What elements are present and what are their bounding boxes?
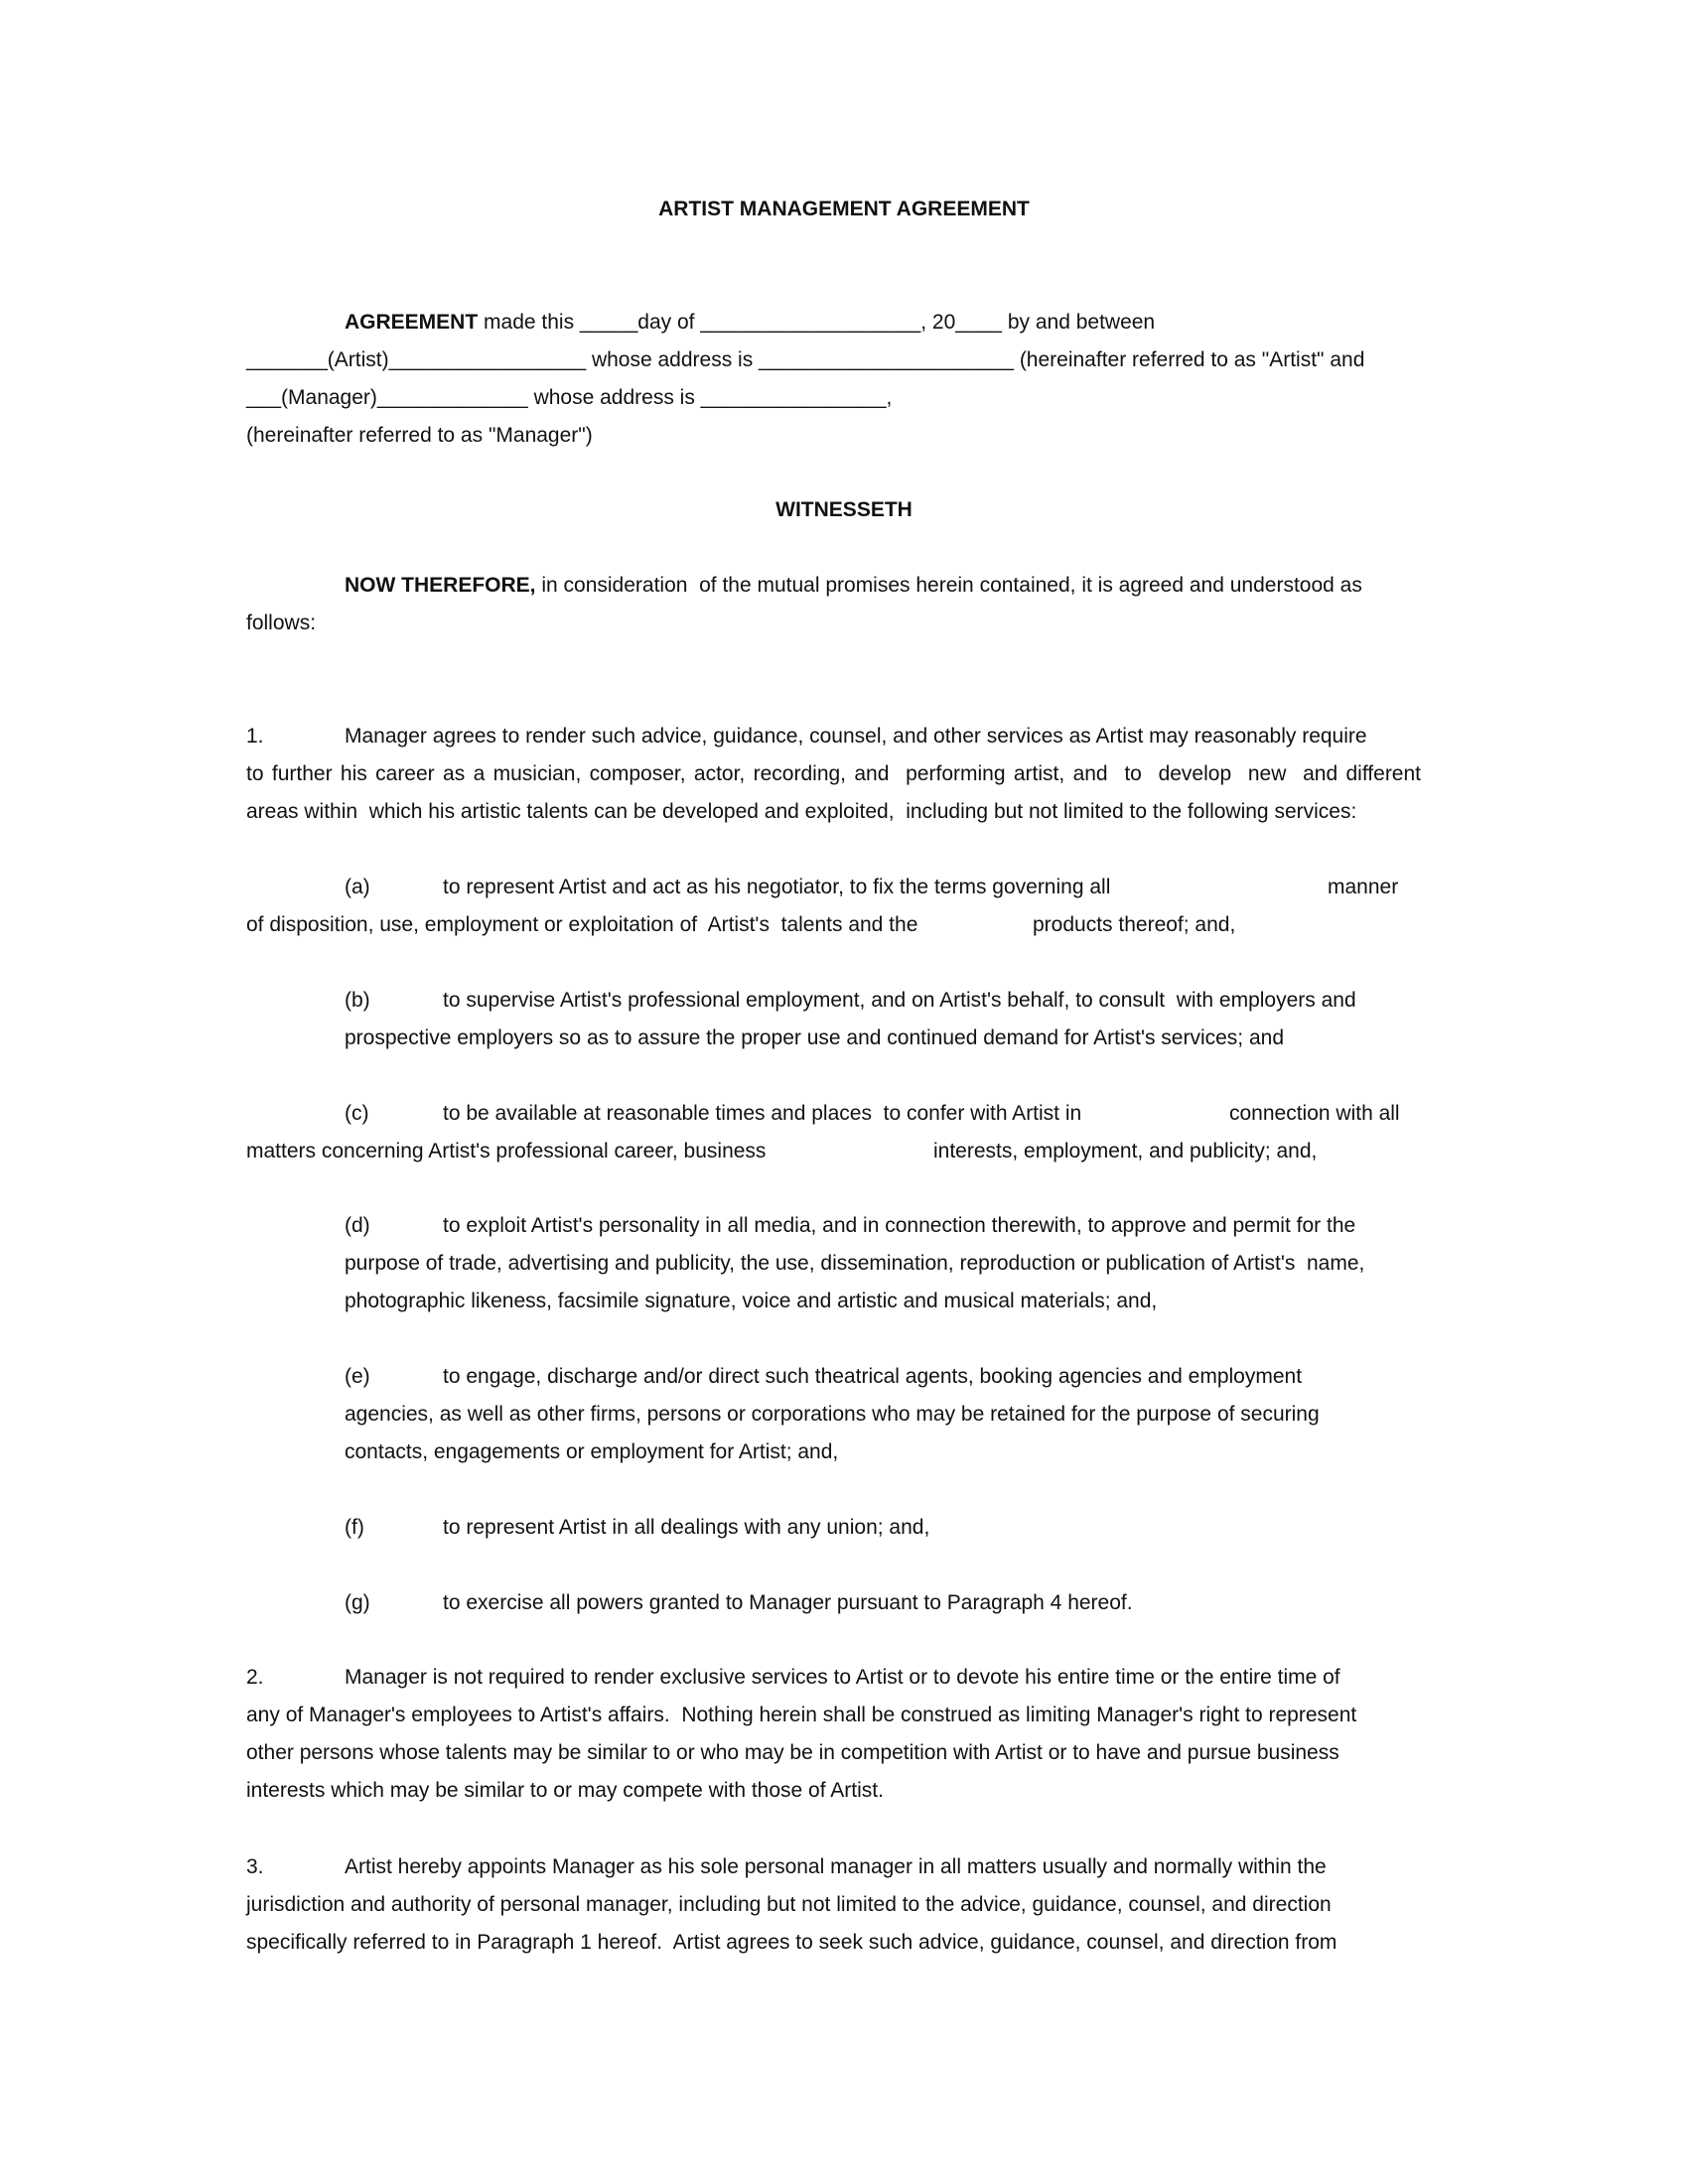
item-b-line-1: to supervise Artist's professional employment, and on Artist's behalf, to consult with employers and: [443, 989, 1356, 1012]
item-d-line-2: purpose of trade, advertising and publicity, the use, dissemination, reproduction or publication of Artist's name,: [345, 1252, 1365, 1275]
document-title: ARTIST MANAGEMENT AGREEMENT: [658, 198, 1030, 220]
item-c-line-2: matters concerning Artist's professional career, business: [246, 1140, 767, 1162]
item-b-label: (b): [345, 989, 370, 1012]
item-c-line-1: to be available at reasonable times and places to confer with Artist in: [443, 1102, 1082, 1125]
section-2-line-2: any of Manager's employees to Artist's affairs. Nothing herein shall be construed as limiting Manager's right to represent: [246, 1704, 1357, 1726]
preamble-bold-lead: AGREEMENT: [345, 311, 479, 334]
item-a-line-1-end: manner: [1328, 876, 1399, 898]
item-e-line-2: agencies, as well as other firms, persons or corporations who may be retained for the purpose of securing: [345, 1403, 1320, 1426]
section-1-line-1: Manager agrees to render such advice, guidance, counsel, and other services as Artist may reasonably require: [345, 725, 1367, 748]
item-c-line-2-end: interests, employment, and publicity; and,: [933, 1140, 1318, 1162]
preamble-line-4: (hereinafter referred to as "Manager"): [246, 424, 593, 447]
section-2-line-3: other persons whose talents may be similar to or who may be in competition with Artist or to have and pursue business: [246, 1741, 1339, 1764]
item-a-line-2-end: products thereof; and,: [1033, 913, 1236, 936]
item-g-label: (g): [345, 1591, 370, 1614]
section-1-number: 1.: [246, 725, 264, 748]
item-e-line-3: contacts, engagements or employment for Artist; and,: [345, 1440, 839, 1463]
now-therefore-line-1-text: in consideration of the mutual promises herein contained, it is agreed and understood as: [535, 574, 1362, 597]
now-therefore-line-1: [345, 573, 1362, 599]
witnesseth-heading: WITNESSETH: [775, 498, 913, 521]
section-1-line-3: areas within which his artistic talents can be developed and exploited, including but not limited to the following services:: [246, 800, 1357, 823]
now-therefore-bold-lead: NOW THEREFORE,: [345, 574, 536, 597]
item-b-line-2: prospective employers so as to assure the proper use and continued demand for Artist's services; and: [345, 1026, 1285, 1049]
preamble-line-2: _______(Artist)_________________ whose address is ______________________ (hereinafter referred to as "Artist" and: [246, 348, 1365, 371]
item-e-line-1: to engage, discharge and/or direct such theatrical agents, booking agencies and employment: [443, 1365, 1303, 1388]
section-3-number: 3.: [246, 1855, 264, 1878]
item-f-line-1: to represent Artist in all dealings with any union; and,: [443, 1516, 930, 1539]
item-d-line-1: to exploit Artist's personality in all media, and in connection therewith, to approve and permit for the: [443, 1214, 1356, 1237]
section-3-line-3: specifically referred to in Paragraph 1 hereof. Artist agrees to seek such advice, guidance, counsel, and direction from: [246, 1931, 1337, 1954]
section-3-line-1: Artist hereby appoints Manager as his sole personal manager in all matters usually and normally within the: [345, 1855, 1327, 1878]
item-e-label: (e): [345, 1365, 370, 1388]
section-2-line-4: interests which may be similar to or may compete with those of Artist.: [246, 1779, 884, 1802]
item-f-label: (f): [345, 1516, 364, 1539]
item-a-line-2: of disposition, use, employment or exploitation of Artist's talents and the: [246, 913, 918, 936]
preamble-line-1-text: made this _____day of ___________________, 20____ by and between: [478, 311, 1156, 334]
item-g-line-1: to exercise all powers granted to Manager pursuant to Paragraph 4 hereof.: [443, 1591, 1133, 1614]
section-1-line-2: to further his career as a musician, composer, actor, recording, and performing artist, and to develop new and different: [246, 762, 1421, 785]
item-d-line-3: photographic likeness, facsimile signature, voice and artistic and musical materials; and,: [345, 1290, 1158, 1312]
section-3-line-2: jurisdiction and authority of personal manager, including but not limited to the advice, guidance, counsel, and direction: [246, 1893, 1332, 1916]
section-2-line-1: Manager is not required to render exclusive services to Artist or to devote his entire time or the entire time of: [345, 1666, 1340, 1689]
item-a-line-1: to represent Artist and act as his negotiator, to fix the terms governing all: [443, 876, 1111, 898]
section-2-number: 2.: [246, 1666, 264, 1689]
now-therefore-line-2: follows:: [246, 612, 317, 634]
preamble-line-1: [345, 310, 1155, 336]
item-c-label: (c): [345, 1102, 369, 1125]
item-a-label: (a): [345, 876, 370, 898]
item-c-line-1-end: connection with all: [1229, 1102, 1400, 1125]
preamble-line-3: ___(Manager)_____________ whose address is ________________,: [246, 386, 893, 409]
item-d-label: (d): [345, 1214, 370, 1237]
